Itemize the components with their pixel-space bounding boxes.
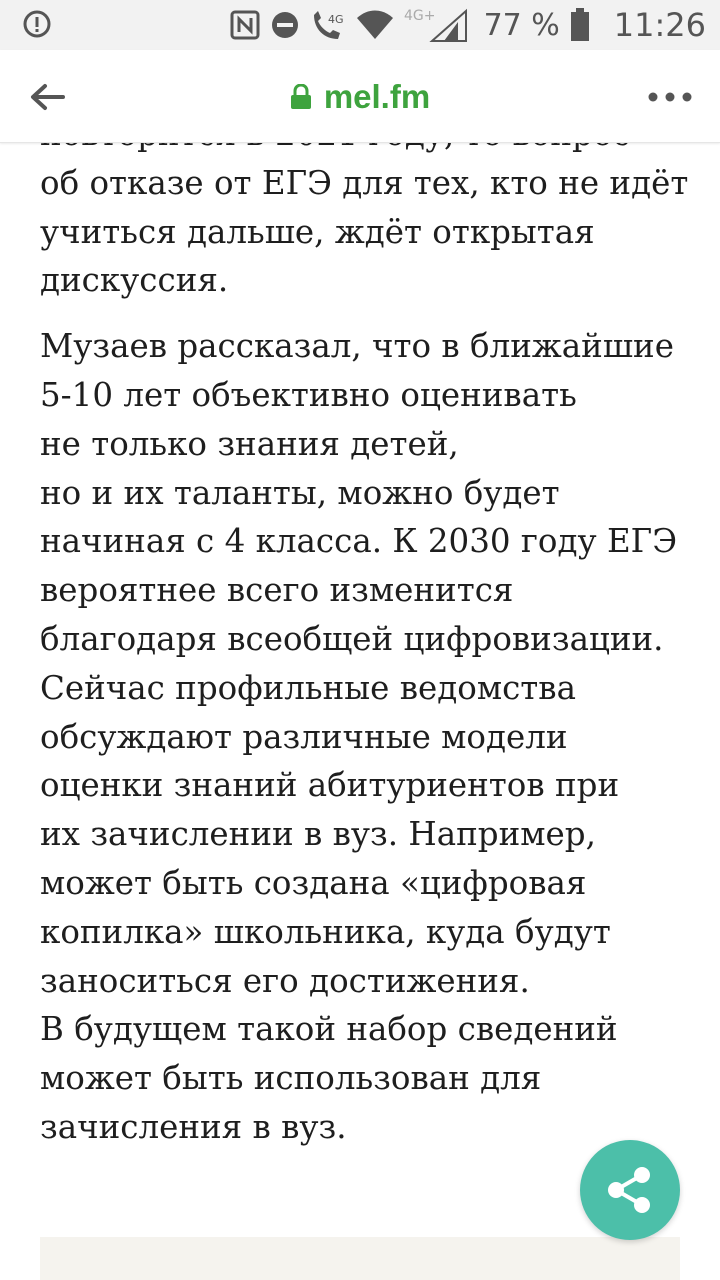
article-body bbox=[40, 110, 690, 1169]
wifi-icon bbox=[356, 10, 394, 40]
embedded-block bbox=[40, 1237, 680, 1280]
status-icons bbox=[230, 6, 706, 44]
browser-toolbar bbox=[0, 50, 720, 143]
battery-percent: 77 % bbox=[483, 7, 560, 43]
nfc-icon bbox=[230, 10, 260, 40]
more-menu-button[interactable] bbox=[640, 70, 700, 124]
lock-icon bbox=[290, 84, 312, 110]
share-icon bbox=[602, 1162, 658, 1218]
article-paragraph: Музаев рассказал, что в ближайшие 5-10 лет объективно оценивать не только знания детей, но и их таланты, можно будет начиная с 4 класса. К 2030 году ЕГЭ вероятнее всего изменится благодаря всеобщей цифровизации. Сейчас профильные ведомства обсуждают различные модели оценки знаний абитуриентов при их зачислении в вуз. Например, может быть создана «цифровая копилка» школьника, куда будут заноситься его достижения. В будущем такой набор сведений может быть использован для зачисления в вуз. bbox=[40, 327, 678, 1146]
url-bar[interactable] bbox=[0, 70, 720, 124]
alert-icon bbox=[22, 9, 52, 39]
dnd-icon bbox=[270, 10, 300, 40]
share-button[interactable] bbox=[580, 1140, 680, 1240]
network-badge: 4G bbox=[327, 13, 344, 26]
more-icon bbox=[648, 92, 692, 102]
wifi-call-icon bbox=[310, 9, 346, 41]
status-bar bbox=[0, 0, 720, 50]
article-paragraph: об отказе от ЕГЭ для тех, кто не идёт учиться дальше, ждёт открытая дискуссия. bbox=[40, 163, 689, 300]
clock: 11:26 bbox=[613, 6, 706, 44]
signal-label: 4G+ bbox=[403, 8, 436, 24]
url-text: mel.fm bbox=[323, 78, 431, 115]
battery-icon bbox=[570, 8, 590, 42]
signal-icon bbox=[404, 8, 468, 42]
